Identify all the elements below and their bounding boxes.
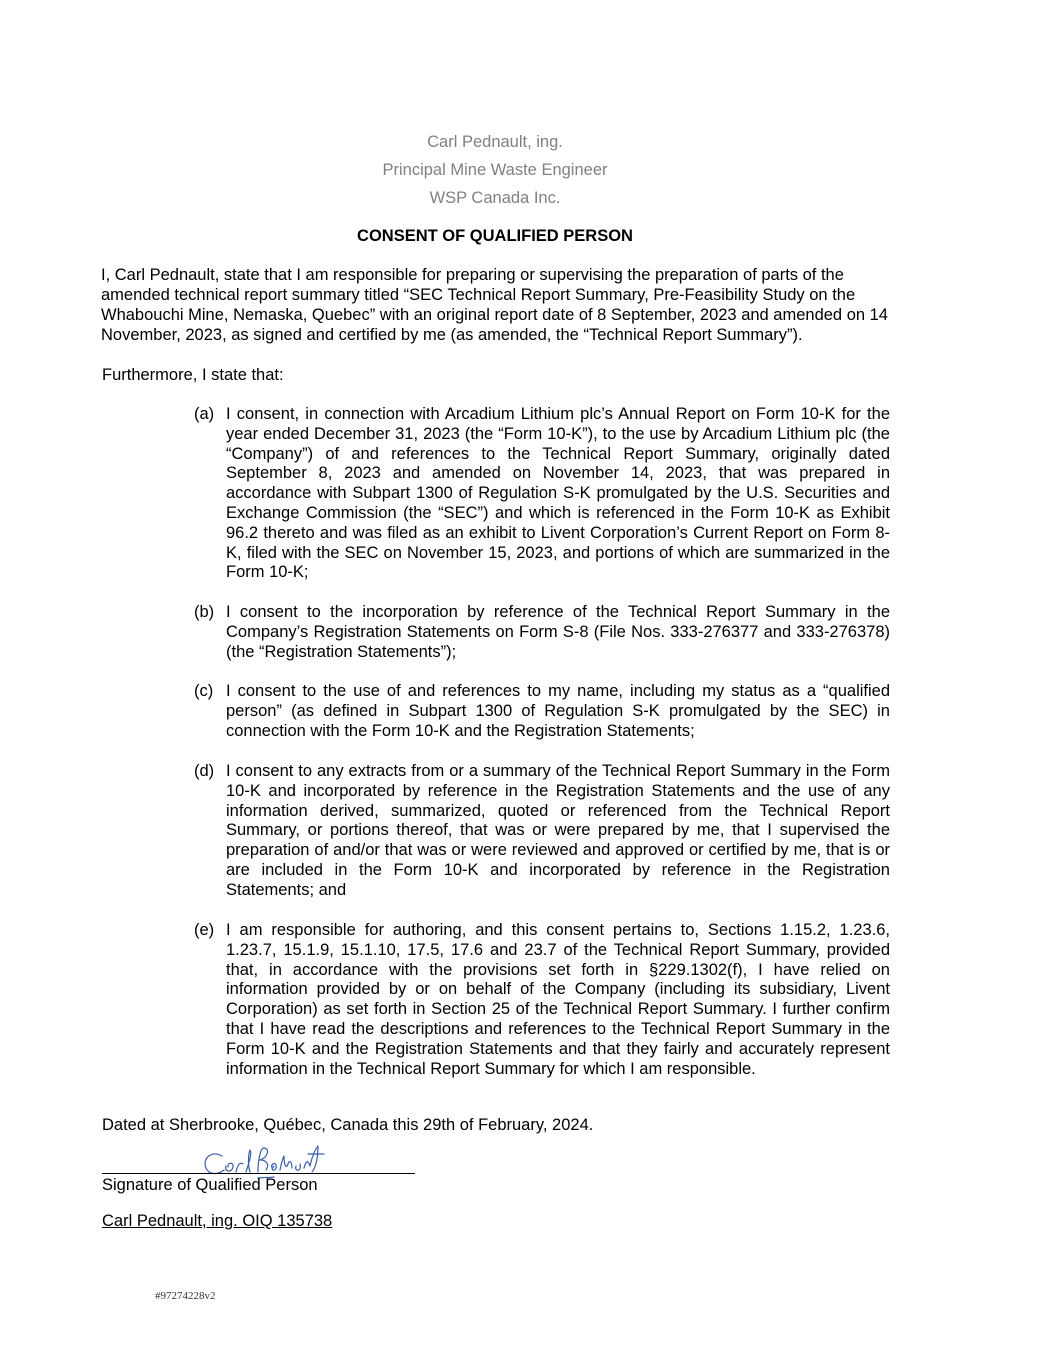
clause-label: (a) (194, 405, 215, 423)
clause-label: (c) (194, 682, 214, 700)
clause-c (194, 682, 890, 741)
clause-e (194, 921, 890, 1079)
author-company: WSP Canada Inc. (429, 189, 561, 207)
author-title: Principal Mine Waste Engineer (382, 161, 608, 179)
clause-b (194, 603, 890, 662)
author-name: Carl Pednault, ing. (427, 133, 563, 151)
clause-text: I consent, in connection with Arcadium Lithium plc’s Annual Report on Form 10-K for the year ended December 31, 2023 (the “Form 10-K”), to the use by Arcadium Lithium plc (the “Company”) of and references to the Technical Report Summary, originally dated September 8, 2023 and amended on November 14, 2023, that was prepared in accordance with Subpart 1300 of Regulation S-K promulgated by the U.S. Securities and Exchange Commission (the “SEC”) and which is referenced in the Form 10-K as Exhibit 96.2 thereto and was filed as an exhibit to Livent Corporation’s Current Report on Form 8-K, filed with the SEC on November 15, 2023, and portions of which are summarized in the Form 10-K; (226, 405, 890, 582)
clause-text: I consent to any extracts from or a summary of the Technical Report Summary in the Form 10-K and incorporated by reference in the Registration Statements and the use of any information derived, summarized, quoted or referenced from the Technical Report Summary, or portions thereof, that was or were prepared by me, that I supervised the preparation of and/or that was or were reviewed and approved or certified by me, that is or are included in the Form 10-K and incorporated by reference in the Registration Statements; and (226, 762, 890, 899)
document-title: CONSENT OF QUALIFIED PERSON (357, 227, 633, 245)
clause-text: I consent to the use of and references to my name, including my status as a “qualified person” (as defined in Subpart 1300 of Regulation S-K promulgated by the SEC) in connection with the Form 10-K and the Registration Statements; (226, 682, 890, 740)
clause-a (194, 405, 890, 583)
clause-label: (e) (194, 921, 215, 939)
clause-text: I consent to the incorporation by reference of the Technical Report Summary in the Company’s Registration Statements on Form S-8 (File Nos. 333-276377 and 333-276378) (the “Registration Statements”); (226, 603, 890, 661)
signer-name: Carl Pednault, ing. OIQ 135738 (102, 1212, 333, 1230)
signature-area (102, 1142, 415, 1174)
intro-paragraph: I, Carl Pednault, state that I am responsible for preparing or supervising the preparation of parts of the amended technical report summary titled “SEC Technical Report Summary, Pre-Feasibility Study on the Whabouchi Mine, Nemaska, Quebec” with an original report date of 8 September, 2023 and amended on 14 November, 2023, as signed and certified by me (as amended, the “Technical Report Summary”). (101, 266, 888, 344)
furthermore-line: Furthermore, I state that: (102, 366, 284, 384)
signature-label: Signature of Qualified Person (102, 1176, 318, 1194)
dated-line: Dated at Sherbrooke, Québec, Canada this 29th of February, 2024. (102, 1116, 594, 1134)
clause-label: (b) (194, 603, 215, 621)
signature-line (102, 1173, 415, 1174)
clause-label: (d) (194, 762, 215, 780)
clause-d (194, 762, 890, 901)
clause-text: I am responsible for authoring, and this consent pertains to, Sections 1.15.2, 1.23.6, 1.23.7, 15.1.9, 15.1.10, 17.5, 17.6 and 23.7 of the Technical Report Summary, provided that, in accordance with the provisions set forth in §229.1302(f), I have relied on information provided by or on behalf of the Company (including its subsidiary, Livent Corporation) as set forth in Section 25 of the Technical Report Summary. I further confirm that I have read the descriptions and references to the Technical Report Summary in the Form 10-K and the Registration Statements and that they fairly and accurately represent information in the Technical Report Summary for which I am responsible. (226, 921, 890, 1078)
document-id: #97274228v2 (155, 1290, 216, 1302)
